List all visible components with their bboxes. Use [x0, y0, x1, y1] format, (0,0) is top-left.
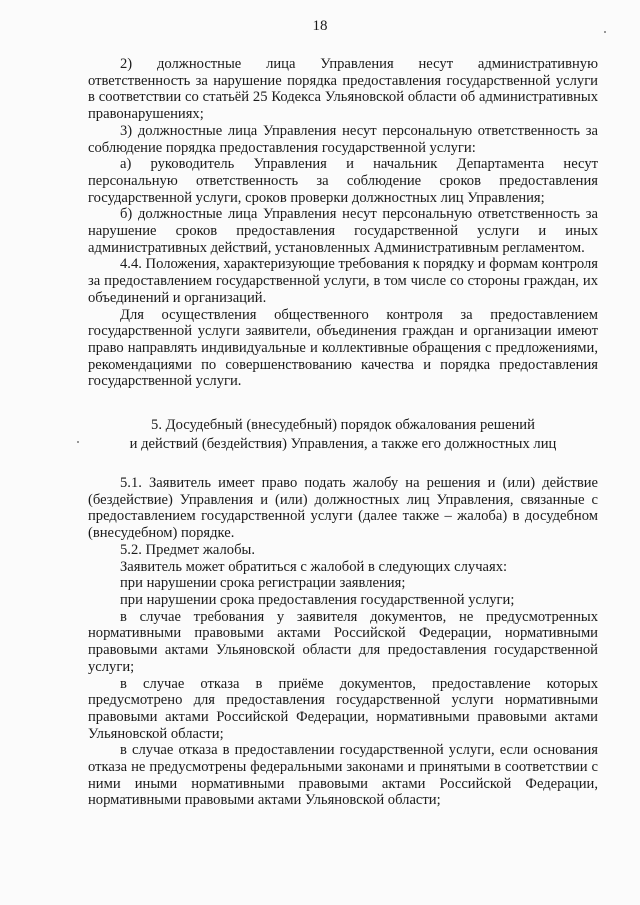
paragraph-4-4: 4.4. Положения, характеризующие требования к порядку и формам контроля за предоставлением государственной услуги, в том числе со стороны граждан, их объединений и организаций.: [88, 256, 598, 306]
paragraph-5-1: 5.1. Заявитель имеет право подать жалобу на решения и (или) действие (бездействие) Управления и (или) должностных лиц Управления, связанные с предоставлением государственной услуги (далее также – жалоба) в досудебном (внесудебном) порядке.: [88, 475, 598, 542]
page-number: 18: [312, 18, 328, 34]
section-heading-line-1: 5. Досудебный (внесудебный) порядок обжалования решений: [151, 417, 535, 434]
paragraph-personal-responsibility: 3) должностные лица Управления несут персональную ответственность за соблюдение порядка предоставления государственной услуги:: [88, 122, 598, 156]
list-item-registration-term: при нарушении срока регистрации заявления;: [120, 575, 406, 592]
paragraph-item-a: а) руководитель Управления и начальник Департамента несут персональную ответственность за соблюдение сроков предоставления государственной услуги, сроков проверки должностных лиц Управления;: [88, 156, 598, 206]
list-item-service-refusal: в случае отказа в предоставлении государственной услуги, если основания отказа не предусмотрены федеральными законами и принятыми в соответствии с ними иными нормативными правовыми актами Российской Федерации, нормативными правовыми актами Ульяновской области;: [88, 742, 598, 809]
paragraph-item-b: б) должностные лица Управления несут персональную ответственность за нарушение сроков предоставления государственной услуги и иных административных действий, установленных Административным регламентом.: [88, 206, 598, 256]
scan-speck: [77, 441, 79, 443]
list-item-service-term: при нарушении срока предоставления государственной услуги;: [120, 591, 515, 608]
list-item-extra-documents: в случае требования у заявителя документов, не предусмотренных нормативными правовыми актами Российской Федерации, нормативными правовыми актами Ульяновской области для предоставления государственной услуги;: [88, 608, 598, 675]
paragraph-5-2: 5.2. Предмет жалобы.: [120, 541, 255, 558]
paragraph-public-control: Для осуществления общественного контроля за предоставлением государственной услуги заявители, объединения граждан и организации имеют право направлять индивидуальные и коллективные обращения с предложениями, рекомендациями по совершенствованию качества и порядка предоставления государственной услуги.: [88, 306, 598, 390]
section-heading-line-2: и действий (бездействия) Управления, а также его должностных лиц: [129, 436, 557, 453]
paragraph-complaint-cases: Заявитель может обратиться с жалобой в следующих случаях:: [120, 558, 508, 575]
list-item-document-refusal: в случае отказа в приёме документов, предоставление которых предусмотрено для предоставления государственной услуги нормативными правовыми актами Российской Федерации, нормативными правовыми актами Ульяновской области;: [88, 675, 598, 742]
section-5-heading: [88, 416, 598, 454]
paragraph-admin-responsibility: 2) должностные лица Управления несут административную ответственность за нарушение порядка предоставления государственной услуги в соответствии со статьёй 25 Кодекса Ульяновской области об административных правонарушениях;: [88, 56, 598, 123]
document-body: [88, 56, 598, 809]
